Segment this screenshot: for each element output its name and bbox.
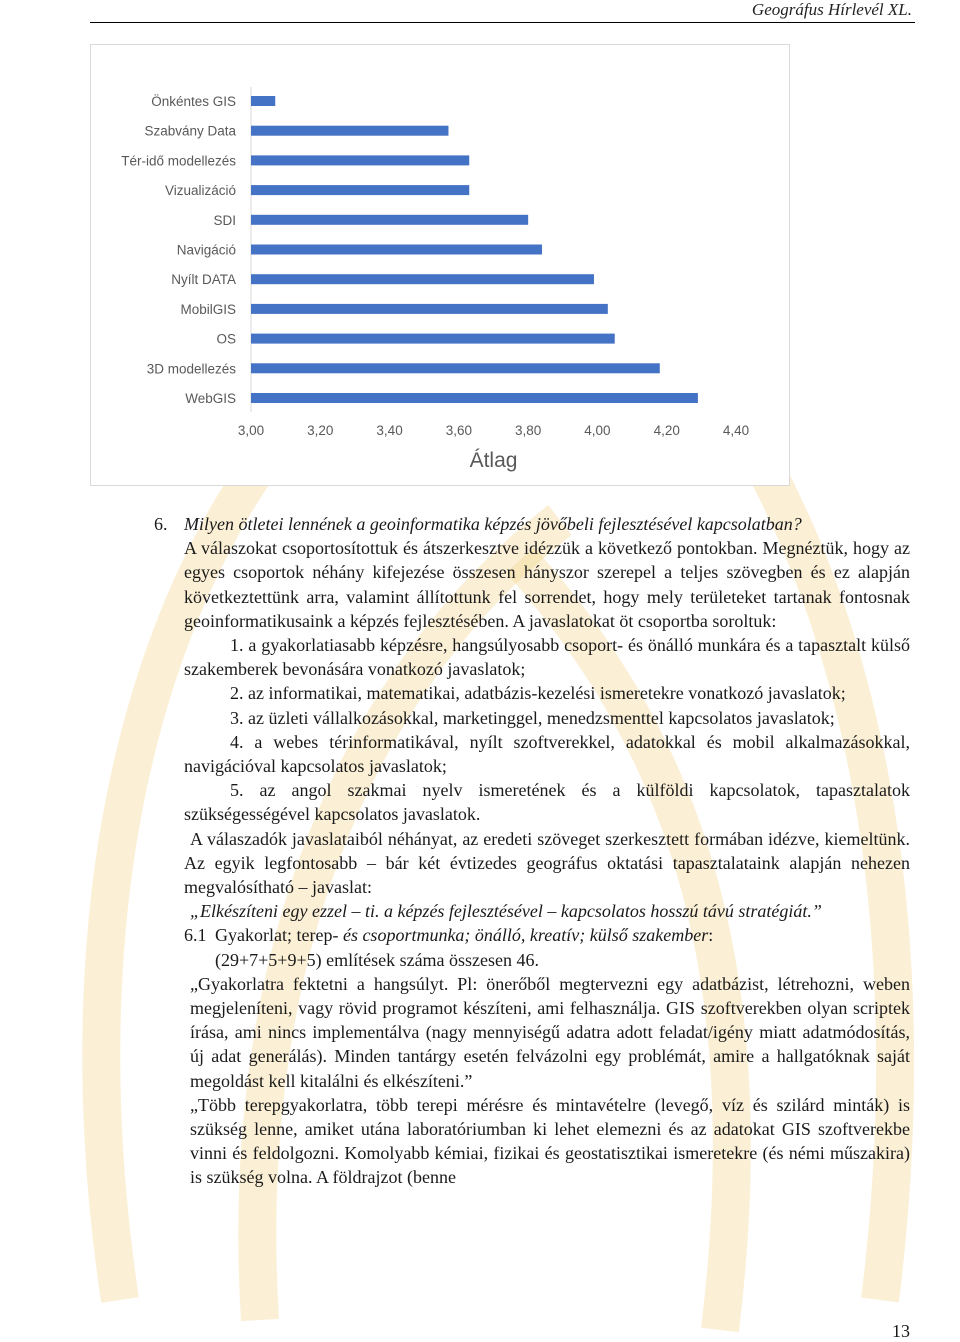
intro-paragraph: A válaszokat csoportosítottuk és átszerkesztve idézzük a következő pontokban. Megnéztük, hogy az egyes csoportok néhány kifejezése összesen hányszor szerepel a teljes szövegben és ez alapján következtettünk arra, valamint állítottunk fel sorrendet, hogy mely területeket tartanak fontosnak geoinformatikusaink a képzés fejlesztésében. A javaslatokat öt csoportba soroltuk: [184, 538, 910, 631]
subsection-heading-c: : [708, 925, 714, 946]
list-item-1: 1. a gyakorlatiasabb képzésre, hangsúlyosabb csoport- és önálló munkára és a tapasztalt külső szakemberek bevonására vonatkozó javaslatok; [184, 635, 910, 680]
category-label: Navigáció [176, 242, 236, 258]
bar [251, 215, 528, 225]
x-tick-label: 4,00 [584, 423, 611, 438]
quote-practice: „Gyakorlatra fektetni a hangsúlyt. Pl: önerőből megtervezni egy adatbázist, létrehozni, weben megjeleníteni, vagy rövid programot készíteni, ami felhasználja. GIS szoftverekben olyan scriptek írása, ami nincs implementálva (nagy mennyiségű adatra adott feladat/igény miatt adatmódosítás, új adat generálás). Minden tantárgy esetén felvázolni egy problémát, amire a hallgatóknak saját megoldást kell kitalálni és elkészíteni.” [190, 973, 910, 1091]
question-number: 6. [154, 514, 168, 534]
x-tick-label: 3,40 [376, 423, 403, 438]
bar [251, 245, 542, 255]
list-item-3: 3. az üzleti vállalkozásokkal, marketinggel, menedzsmenttel kapcsolatos javaslatok; [230, 707, 835, 728]
subsection-heading-b: és csoportmunka; önálló, kreatív; külső szakember [342, 925, 709, 946]
quote-fieldwork: „Több terepgyakorlatra, több terepi mérésre és mintavételre (levegő, víz és szilárd minták) is szükség lenne, amiket utána laboratóriumban ki lehet elemezni és az adatokat GIS szoftverekbe vinni és feldolgozni. Komolyabb kémiai, fizikai és geostatisztikai ismeretekre (és némi műszakira) is szükség volna. A földrajzot (benne [190, 1094, 910, 1188]
header-rule [90, 22, 915, 23]
x-tick-label: 4,20 [653, 423, 680, 438]
category-label: Tér-idő modellezés [121, 153, 236, 169]
bar [251, 304, 608, 314]
category-label: MobilGIS [180, 301, 236, 317]
question-title: Milyen ötletei lennének a geoinformatika képzés jövőbeli fejlesztésével kapcsolatban? [184, 514, 802, 534]
bar [251, 155, 469, 165]
x-tick-label: 3,60 [445, 423, 472, 438]
subsection-heading-a: Gyakorlat; terep- [215, 925, 339, 946]
strategy-quote: „Elkészíteni egy ezzel – ti. a képzés fejlesztésével – kapcsolatos hosszú távú stratégiát.” [190, 901, 822, 922]
x-tick-label: 3,00 [237, 423, 265, 438]
category-label: Vizualizáció [164, 183, 236, 199]
bar [251, 334, 615, 344]
list-item-4: 4. a webes térinformatikával, nyílt szoftverekkel, adatokkal és mobil alkalmazásokkal, navigációval kapcsolatos javaslatok; [184, 731, 910, 777]
x-tick-label: 3,80 [515, 423, 542, 438]
x-axis-title: Átlag [469, 449, 518, 472]
bar [251, 363, 660, 373]
x-tick-label: 4,40 [722, 423, 750, 438]
bar [251, 96, 275, 106]
bar [251, 185, 469, 195]
bar [251, 126, 448, 136]
category-label: Nyílt DATA [171, 272, 236, 288]
bar [251, 393, 698, 403]
category-label: SDI [213, 212, 236, 228]
running-header: Geográfus Hírlevél XL. [751, 0, 912, 19]
page-number: 13 [892, 1321, 910, 1341]
bar [251, 274, 594, 284]
category-label: 3D modellezés [146, 361, 236, 377]
category-label: OS [216, 331, 236, 347]
list-item-2: 2. az informatikai, matematikai, adatbázis-kezelési ismeretekre vonatkozó javaslatok; [230, 683, 846, 704]
list-item-5: 5. az angol szakmai nyelv ismeretének és a külföldi kapcsolatok, tapasztalatok szükségességével kapcsolatos javaslatok. [184, 780, 910, 825]
bar-chart [90, 44, 790, 486]
chart-canvas [91, 45, 789, 485]
category-label: Szabvány Data [144, 123, 236, 139]
body-text [154, 512, 910, 1190]
paragraph-2: A válaszadók javaslataiból néhányat, az eredeti szöveget szerkesztett formában idézve, kiemeltünk. Az egyik legfontosabb – bár két évtizedes geográfus oktatási tapasztalataink alapján nehezen megvalósítható – javaslat: [184, 828, 910, 898]
x-tick-label: 3,20 [307, 423, 334, 438]
subsection-number: 6.1 [184, 925, 207, 946]
category-label: WebGIS [185, 391, 236, 406]
category-label: Önkéntes GIS [151, 94, 236, 109]
mention-count: (29+7+5+9+5) említések száma összesen 46. [215, 949, 540, 970]
subsection-6-1 [184, 923, 910, 971]
